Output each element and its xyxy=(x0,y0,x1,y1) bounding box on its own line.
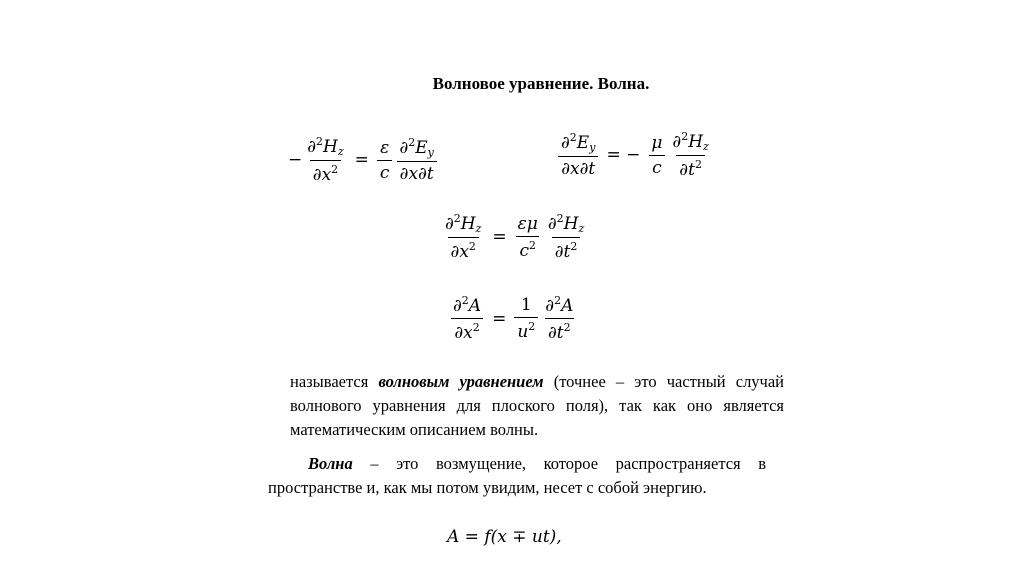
equation-2: $\frac{\partial^2E_y}{\partial x\partial t}$ = − $\frac{\mu}{c}$ $\frac{\partial^2H_z}{\partial t^2}$ xyxy=(556,130,714,180)
paragraph-wave-equation xyxy=(290,370,784,442)
paragraph1-rest: (точнее – это частный случай волнового уравнения для плоского поля), так как оно является математическим описанием волны. xyxy=(290,372,785,439)
page-title: Волновое уравнение. Волна. xyxy=(432,74,650,93)
paragraph2-emphasis: Волна xyxy=(308,454,353,473)
equation-4: $\frac{\partial^2A}{\partial x^2}$ = $\frac{1}{u^2}$ $\frac{\partial^2A}{\partial t^2}$ xyxy=(453,294,574,343)
paragraph1-prefix: называется xyxy=(290,372,379,391)
equation-1: − $\frac{\partial^2H_z}{\partial x^2}$ = $\frac{\varepsilon}{c}$ $\frac{\partial^2E_y}{\partial x\partial t}$ xyxy=(288,135,439,185)
paragraph-wave-definition xyxy=(268,452,766,500)
equation-3: $\frac{\partial^2H_z}{\partial x^2}$ = $\frac{\varepsilon\mu}{c^2}$ $\frac{\partial^2H_z}{\partial t^2}$ xyxy=(445,212,585,262)
minus-sign: − xyxy=(288,150,303,170)
equation-5: A = f(x ∓ ut), xyxy=(447,527,562,547)
paragraph1-emphasis: волновым уравнением xyxy=(378,372,544,391)
paragraph2-rest: – это возмущение, которое распространяется в пространстве и, как мы потом увидим, несет с собой энергию. xyxy=(268,454,766,497)
